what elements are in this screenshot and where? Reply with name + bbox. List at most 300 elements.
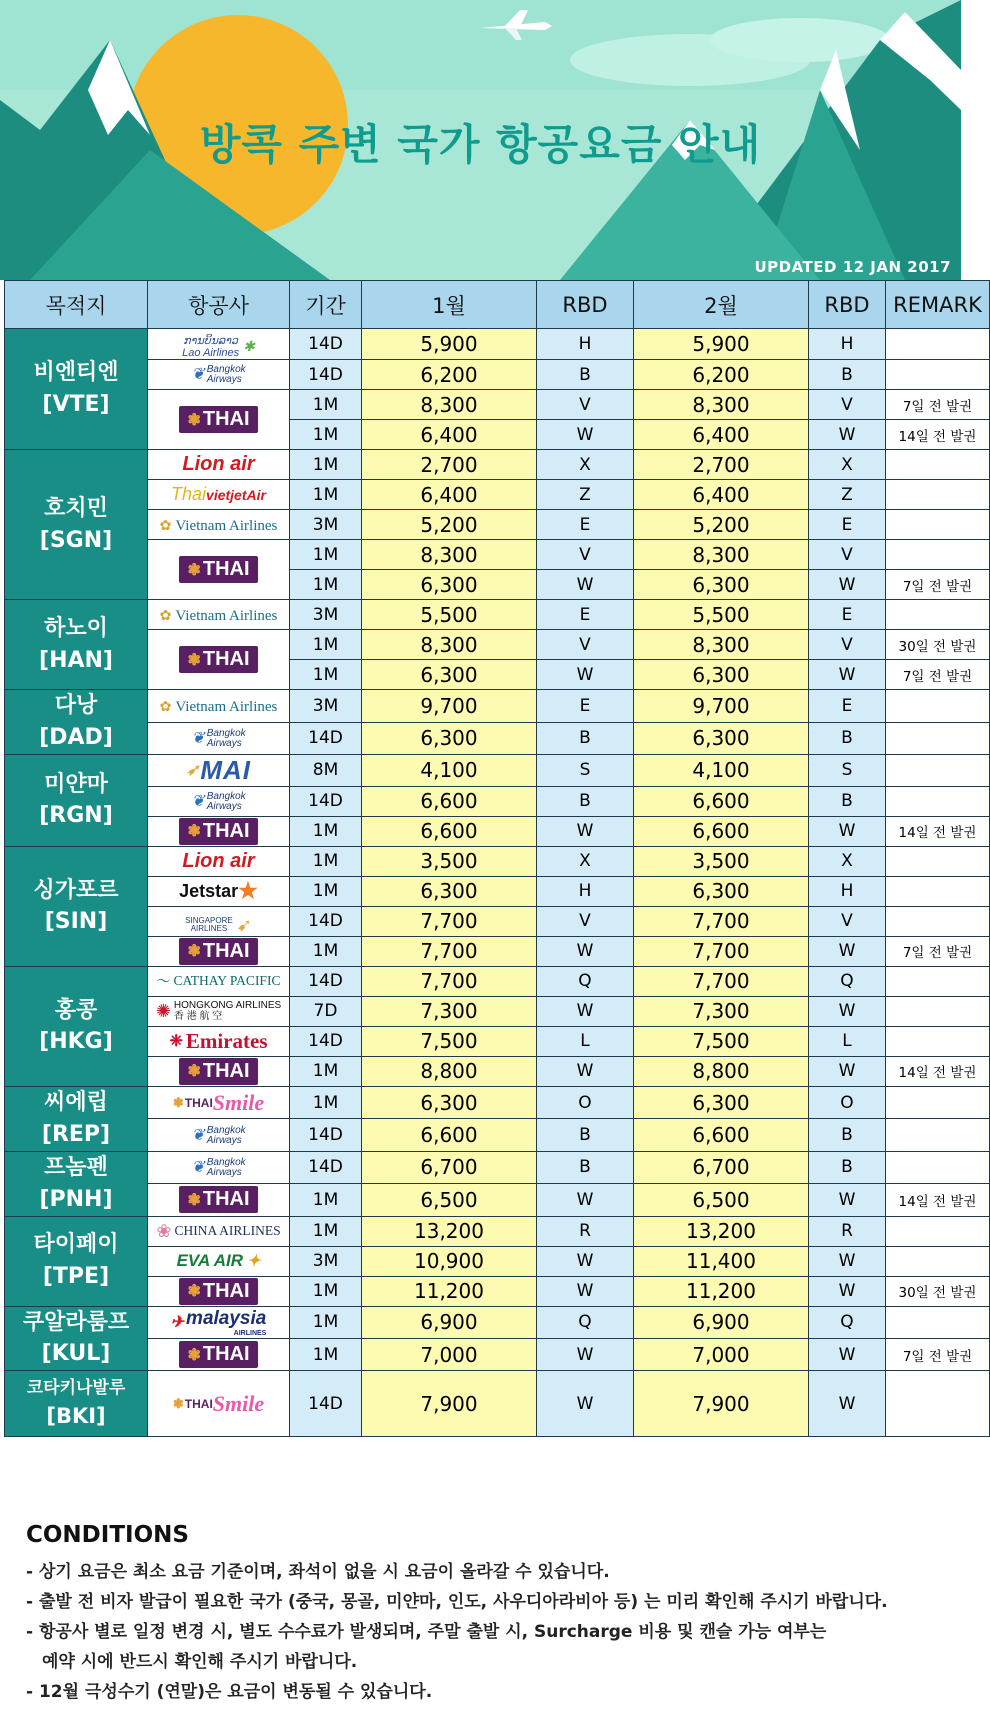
table-row xyxy=(5,1151,990,1183)
feb-fare-cell: 6,300 xyxy=(634,570,809,600)
remark-cell xyxy=(886,1119,990,1151)
jan-rbd-cell: W xyxy=(537,1276,634,1306)
airline-cell xyxy=(148,1056,290,1086)
logo-text-stack xyxy=(182,335,239,359)
feb-fare-cell: 8,300 xyxy=(634,540,809,570)
destination-cell xyxy=(5,450,148,600)
logo-text: Smile xyxy=(212,1089,265,1115)
feb-rbd-cell: S xyxy=(809,754,886,786)
destination-name: 코타키나발루 xyxy=(26,1378,126,1399)
destination-code: [SGN] xyxy=(39,527,113,553)
thai-orchid-icon: ❃ xyxy=(187,411,201,429)
table-row xyxy=(5,1338,990,1370)
feb-rbd-cell: W xyxy=(809,996,886,1026)
thai-orchid-icon: ❃ xyxy=(187,823,201,841)
logo-text: THAI xyxy=(202,558,250,581)
feb-fare-cell: 6,200 xyxy=(634,360,809,390)
logo-text: 香 港 航 空 xyxy=(173,1011,223,1023)
thai-orchid-icon: ❃ xyxy=(187,561,201,579)
jan-rbd-cell: V xyxy=(537,630,634,660)
jan-fare-cell: 6,300 xyxy=(362,660,537,690)
jan-fare-cell: 7,000 xyxy=(362,1338,537,1370)
feb-rbd-cell: X xyxy=(809,846,886,876)
destination-name: 싱가포르 xyxy=(33,877,119,903)
logo-text: ການບິນລາວ xyxy=(183,335,238,347)
condition-line: - 상기 요금은 최소 요금 기준이며, 좌석이 없을 시 요금이 올라갈 수 있습니다. xyxy=(26,1562,610,1582)
airline-cell xyxy=(148,1119,290,1151)
condition-line: - 출발 전 비자 발급이 필요한 국가 (중국, 몽골, 미얀마, 인도, 사우디아라비아 등) 는 미리 확인해 주시기 바랍니다. xyxy=(26,1592,888,1612)
vn-airline-logo xyxy=(160,699,278,716)
lion-airline-logo xyxy=(182,453,254,476)
tve-airline-logo xyxy=(171,484,266,505)
feb-rbd-cell: V xyxy=(809,906,886,936)
logo-text: THAI xyxy=(202,819,250,842)
period-cell: 1M xyxy=(290,816,362,846)
destination-code: [VTE] xyxy=(42,392,110,418)
period-cell: 1M xyxy=(290,390,362,420)
thai-orchid-icon: ❃ xyxy=(187,1191,201,1209)
feb-rbd-cell: E xyxy=(809,600,886,630)
jan-rbd-cell: B xyxy=(537,722,634,754)
logo-text: Smile xyxy=(212,1390,265,1416)
feb-fare-cell: 13,200 xyxy=(634,1216,809,1246)
feb-fare-cell: 7,300 xyxy=(634,996,809,1026)
header-remark: REMARK xyxy=(886,281,990,329)
airline-cell xyxy=(148,360,290,390)
remark-cell: 14일 전 발권 xyxy=(886,1056,990,1086)
header-rbd-jan: RBD xyxy=(537,281,634,329)
remark-cell xyxy=(886,510,990,540)
logo-text-stack xyxy=(207,729,246,749)
jan-rbd-cell: Z xyxy=(537,480,634,510)
lao-airlines-icon: ✱ xyxy=(243,338,255,355)
logo-text: Lao Airlines xyxy=(182,347,240,360)
jan-rbd-cell: R xyxy=(537,1216,634,1246)
logo-text: Airways xyxy=(206,1166,242,1178)
jan-rbd-cell: W xyxy=(537,1246,634,1276)
logo-text: Thai xyxy=(171,484,207,505)
header-january: 1월 xyxy=(362,281,537,329)
airline-cell xyxy=(148,510,290,540)
airline-cell xyxy=(148,906,290,936)
jan-rbd-cell: H xyxy=(537,329,634,360)
feb-rbd-cell: W xyxy=(809,816,886,846)
feb-rbd-cell: W xyxy=(809,1184,886,1216)
destination-name: 홍콩 xyxy=(54,997,98,1023)
thai-smile-icon: ❃ xyxy=(172,1395,184,1411)
jan-fare-cell: 3,500 xyxy=(362,846,537,876)
period-cell: 14D xyxy=(290,1119,362,1151)
jan-fare-cell: 6,300 xyxy=(362,722,537,754)
table-row xyxy=(5,1246,990,1276)
destination-name: 다낭 xyxy=(54,693,98,719)
logo-text: HONGKONG AIRLINES xyxy=(173,999,282,1011)
logo-text: Jetstar xyxy=(179,880,239,901)
jan-fare-cell: 8,300 xyxy=(362,540,537,570)
airline-cell xyxy=(148,966,290,996)
jan-fare-cell: 13,200 xyxy=(362,1216,537,1246)
logo-text: AIRLINES xyxy=(190,924,228,934)
destination-name: 미얀마 xyxy=(44,771,108,797)
period-cell: 1M xyxy=(290,630,362,660)
page-title: 방콕 주변 국가 항공요금 안내 xyxy=(199,120,762,169)
airline-cell xyxy=(148,786,290,816)
jan-fare-cell: 6,400 xyxy=(362,420,537,450)
period-cell: 1M xyxy=(290,420,362,450)
logo-text: THAI xyxy=(202,1279,250,1302)
lotus-icon: ✿ xyxy=(159,518,172,534)
smile-airline-logo xyxy=(173,1391,264,1417)
remark-cell: 14일 전 발권 xyxy=(886,1184,990,1216)
thai-orchid-icon: ❃ xyxy=(187,943,201,961)
jan-rbd-cell: V xyxy=(537,540,634,570)
feb-fare-cell: 6,300 xyxy=(634,876,809,906)
lion-airline-logo xyxy=(182,850,254,873)
remark-cell xyxy=(886,722,990,754)
jan-rbd-cell: E xyxy=(537,510,634,540)
cathay-brush-icon: 〜 xyxy=(156,975,171,991)
airline-cell xyxy=(148,1216,290,1246)
feb-rbd-cell: B xyxy=(809,1119,886,1151)
logo-text: Bangkok xyxy=(206,364,246,376)
thai-orchid-icon: ❃ xyxy=(187,651,201,669)
table-row xyxy=(5,754,990,786)
bangkok-airline-logo xyxy=(191,792,245,812)
table-row xyxy=(5,1276,990,1306)
remark-cell xyxy=(886,1246,990,1276)
jan-fare-cell: 7,700 xyxy=(362,906,537,936)
logo-text: Emirates xyxy=(185,1028,268,1053)
logo-text: THAI xyxy=(202,1188,250,1211)
feb-rbd-cell: W xyxy=(809,1338,886,1370)
feb-rbd-cell: R xyxy=(809,1216,886,1246)
feb-fare-cell: 6,600 xyxy=(634,786,809,816)
period-cell: 1M xyxy=(290,540,362,570)
header-airline: 항공사 xyxy=(148,281,290,329)
period-cell: 14D xyxy=(290,360,362,390)
feb-fare-cell: 6,500 xyxy=(634,1184,809,1216)
table-header xyxy=(5,281,990,329)
thai-airline-logo xyxy=(179,1058,257,1085)
feb-fare-cell: 6,300 xyxy=(634,1086,809,1118)
airline-cell xyxy=(148,754,290,786)
thai-airline-logo xyxy=(179,1278,257,1305)
jan-rbd-cell: W xyxy=(537,996,634,1026)
destination-cell xyxy=(5,846,148,966)
table-row xyxy=(5,480,990,510)
bangkok-airways-icon: ❦ xyxy=(191,366,205,384)
jan-rbd-cell: W xyxy=(537,660,634,690)
thai-airline-logo xyxy=(179,1186,257,1213)
feb-fare-cell: 8,800 xyxy=(634,1056,809,1086)
lotus-icon: ✿ xyxy=(159,608,172,624)
feb-fare-cell: 6,700 xyxy=(634,1151,809,1183)
remark-cell xyxy=(886,876,990,906)
destination-cell xyxy=(5,754,148,846)
logo-text: Airways xyxy=(206,800,242,812)
feb-rbd-cell: W xyxy=(809,1246,886,1276)
remark-cell xyxy=(886,846,990,876)
period-cell: 14D xyxy=(290,329,362,360)
thai-orchid-icon: ❃ xyxy=(187,1063,201,1081)
condition-line: - 항공사 별로 일정 변경 시, 별도 수수료가 발생되며, 주말 출발 시, Surcharge 비용 및 캔슬 가능 여부는 xyxy=(26,1622,827,1642)
jan-fare-cell: 6,900 xyxy=(362,1306,537,1338)
feb-rbd-cell: O xyxy=(809,1086,886,1118)
jan-rbd-cell: E xyxy=(537,600,634,630)
remark-cell xyxy=(886,360,990,390)
table-row xyxy=(5,1119,990,1151)
logo-text: SINGAPORE xyxy=(185,915,233,925)
logo-text: CATHAY PACIFIC xyxy=(173,973,281,989)
jan-rbd-cell: X xyxy=(537,846,634,876)
jan-fare-cell: 7,700 xyxy=(362,966,537,996)
jan-rbd-cell: W xyxy=(537,570,634,600)
airline-cell xyxy=(148,1184,290,1216)
jan-rbd-cell: B xyxy=(537,1151,634,1183)
logo-text: Bangkok xyxy=(206,790,246,802)
period-cell: 14D xyxy=(290,1371,362,1437)
remark-cell xyxy=(886,786,990,816)
period-cell: 1M xyxy=(290,570,362,600)
feb-fare-cell: 5,200 xyxy=(634,510,809,540)
logo-text: Airways xyxy=(206,374,242,386)
destination-code: [DAD] xyxy=(39,725,113,751)
vn-airline-logo xyxy=(160,518,278,535)
airline-cell xyxy=(148,1246,290,1276)
mh-airline-logo xyxy=(171,1308,267,1337)
table-row xyxy=(5,1086,990,1118)
period-cell: 1M xyxy=(290,1184,362,1216)
feb-fare-cell: 5,500 xyxy=(634,600,809,630)
remark-cell: 14일 전 발권 xyxy=(886,420,990,450)
jan-fare-cell: 6,500 xyxy=(362,1184,537,1216)
period-cell: 7D xyxy=(290,996,362,1026)
thai-airline-logo xyxy=(179,1341,257,1368)
period-cell: 1M xyxy=(290,846,362,876)
feb-rbd-cell: W xyxy=(809,570,886,600)
remark-cell: 14일 전 발권 xyxy=(886,816,990,846)
feb-fare-cell: 7,900 xyxy=(634,1371,809,1437)
logo-text: THAI xyxy=(202,1343,250,1366)
remark-cell: 7일 전 발권 xyxy=(886,1338,990,1370)
table-row xyxy=(5,390,990,420)
remark-cell xyxy=(886,1026,990,1056)
jan-rbd-cell: W xyxy=(537,816,634,846)
destination-cell xyxy=(5,329,148,450)
thai-airline-logo xyxy=(179,556,257,583)
remark-cell xyxy=(886,996,990,1026)
jan-fare-cell: 11,200 xyxy=(362,1276,537,1306)
airline-cell xyxy=(148,630,290,690)
remark-cell xyxy=(886,1086,990,1118)
logo-text: vietjetAir xyxy=(206,486,266,503)
mai-airline-logo xyxy=(186,755,251,786)
ek-airline-logo xyxy=(169,1029,267,1054)
logo-text: THAI xyxy=(202,408,250,431)
bangkok-airways-icon: ❦ xyxy=(191,1126,205,1144)
airline-cell xyxy=(148,1086,290,1118)
destination-cell xyxy=(5,1306,148,1371)
thai-orchid-icon: ❃ xyxy=(187,1283,201,1301)
remark-cell xyxy=(886,540,990,570)
remark-cell xyxy=(886,450,990,480)
eva-airline-logo xyxy=(177,1251,261,1271)
period-cell: 3M xyxy=(290,1246,362,1276)
airline-cell xyxy=(148,722,290,754)
destination-cell xyxy=(5,1371,148,1437)
table-row xyxy=(5,329,990,360)
airline-cell xyxy=(148,450,290,480)
feb-rbd-cell: B xyxy=(809,722,886,754)
jan-rbd-cell: B xyxy=(537,360,634,390)
airline-cell xyxy=(148,1338,290,1370)
jan-rbd-cell: H xyxy=(537,876,634,906)
logo-text: THAI xyxy=(202,648,250,671)
destination-code: [HAN] xyxy=(39,647,113,673)
table-row xyxy=(5,540,990,570)
airline-cell xyxy=(148,329,290,360)
destination-cell xyxy=(5,1216,148,1306)
destination-code: [HKG] xyxy=(39,1029,113,1055)
table-row xyxy=(5,360,990,390)
remark-cell xyxy=(886,966,990,996)
plum-blossom-icon: ❀ xyxy=(156,1220,172,1241)
airline-cell xyxy=(148,936,290,966)
logo-text-stack xyxy=(185,917,233,935)
feb-fare-cell: 6,900 xyxy=(634,1306,809,1338)
feb-fare-cell: 6,300 xyxy=(634,722,809,754)
logo-text-stack xyxy=(207,1158,246,1178)
bangkok-airline-logo xyxy=(191,1158,245,1178)
feb-fare-cell: 9,700 xyxy=(634,690,809,722)
destination-name: 프놈펜 xyxy=(44,1154,108,1180)
feb-fare-cell: 11,400 xyxy=(634,1246,809,1276)
logo-text: THAI xyxy=(184,1095,213,1110)
bangkok-airways-icon: ❦ xyxy=(191,729,205,747)
header-destination: 목적지 xyxy=(5,281,148,329)
remark-cell xyxy=(886,690,990,722)
thai-airline-logo xyxy=(179,406,257,433)
feb-fare-cell: 7,000 xyxy=(634,1338,809,1370)
jan-fare-cell: 6,600 xyxy=(362,786,537,816)
destination-name: 호치민 xyxy=(44,495,108,521)
feb-rbd-cell: L xyxy=(809,1026,886,1056)
table-row xyxy=(5,1306,990,1338)
jan-fare-cell: 6,200 xyxy=(362,360,537,390)
conditions-list xyxy=(26,1557,946,1707)
table-row xyxy=(5,690,990,722)
remark-cell: 30일 전 발권 xyxy=(886,630,990,660)
logo-text: Vietnam Airlines xyxy=(175,607,278,624)
table-row xyxy=(5,846,990,876)
feb-rbd-cell: E xyxy=(809,510,886,540)
feb-fare-cell: 7,500 xyxy=(634,1026,809,1056)
period-cell: 14D xyxy=(290,966,362,996)
jan-rbd-cell: S xyxy=(537,754,634,786)
jan-fare-cell: 4,100 xyxy=(362,754,537,786)
jan-fare-cell: 7,500 xyxy=(362,1026,537,1056)
feb-rbd-cell: Z xyxy=(809,480,886,510)
feb-rbd-cell: X xyxy=(809,450,886,480)
feb-rbd-cell: V xyxy=(809,540,886,570)
logo-text-stack xyxy=(207,1126,246,1146)
malaysia-wau-icon: ✈ xyxy=(170,1314,185,1332)
period-cell: 8M xyxy=(290,754,362,786)
remark-cell xyxy=(886,329,990,360)
period-cell: 1M xyxy=(290,1276,362,1306)
airline-cell xyxy=(148,1151,290,1183)
feb-fare-cell: 6,600 xyxy=(634,1119,809,1151)
destination-cell xyxy=(5,966,148,1086)
jetstar-star-icon: ★ xyxy=(238,878,258,904)
period-cell: 3M xyxy=(290,600,362,630)
feb-rbd-cell: W xyxy=(809,420,886,450)
feb-rbd-cell: B xyxy=(809,786,886,816)
jan-rbd-cell: V xyxy=(537,390,634,420)
destination-code: [RGN] xyxy=(39,803,113,829)
logo-text-stack xyxy=(174,1000,281,1023)
jan-fare-cell: 7,300 xyxy=(362,996,537,1026)
airline-cell xyxy=(148,480,290,510)
destination-code: [REP] xyxy=(41,1121,111,1147)
logo-text: Airways xyxy=(206,1134,242,1146)
jan-rbd-cell: W xyxy=(537,936,634,966)
remark-cell xyxy=(886,754,990,786)
period-cell: 1M xyxy=(290,480,362,510)
airline-cell xyxy=(148,690,290,722)
table-row xyxy=(5,722,990,754)
feb-rbd-cell: V xyxy=(809,630,886,660)
condition-line: - 12월 극성수기 (연말)은 요금이 변동될 수 있습니다. xyxy=(26,1682,433,1702)
feb-rbd-cell: B xyxy=(809,360,886,390)
destination-code: [SIN] xyxy=(44,909,108,935)
destination-cell xyxy=(5,690,148,755)
airline-cell xyxy=(148,540,290,600)
jan-rbd-cell: B xyxy=(537,786,634,816)
conditions-title: CONDITIONS xyxy=(26,1522,189,1548)
logo-text: EVA AIR xyxy=(176,1251,244,1271)
bangkok-airline-logo xyxy=(191,1126,245,1146)
header-period: 기간 xyxy=(290,281,362,329)
hongkong-emblem-icon: ✺ xyxy=(155,1001,171,1022)
remark-cell xyxy=(886,1151,990,1183)
feb-rbd-cell: W xyxy=(809,936,886,966)
feb-fare-cell: 5,900 xyxy=(634,329,809,360)
smile-airline-logo xyxy=(173,1090,264,1116)
feb-fare-cell: 6,400 xyxy=(634,420,809,450)
remark-cell: 30일 전 발권 xyxy=(886,1276,990,1306)
jan-fare-cell: 7,700 xyxy=(362,936,537,966)
period-cell: 1M xyxy=(290,660,362,690)
table-row xyxy=(5,510,990,540)
feb-fare-cell: 7,700 xyxy=(634,906,809,936)
jan-rbd-cell: V xyxy=(537,906,634,936)
table-row xyxy=(5,1216,990,1246)
period-cell: 1M xyxy=(290,1306,362,1338)
table-row xyxy=(5,600,990,630)
jan-fare-cell: 6,400 xyxy=(362,480,537,510)
table-row xyxy=(5,786,990,816)
jan-fare-cell: 8,300 xyxy=(362,390,537,420)
feb-fare-cell: 8,300 xyxy=(634,630,809,660)
destination-name: 씨에립 xyxy=(44,1089,108,1115)
feb-rbd-cell: H xyxy=(809,329,886,360)
table-row xyxy=(5,906,990,936)
airline-cell xyxy=(148,390,290,450)
table-row xyxy=(5,450,990,480)
table-row xyxy=(5,816,990,846)
jan-rbd-cell: Q xyxy=(537,966,634,996)
